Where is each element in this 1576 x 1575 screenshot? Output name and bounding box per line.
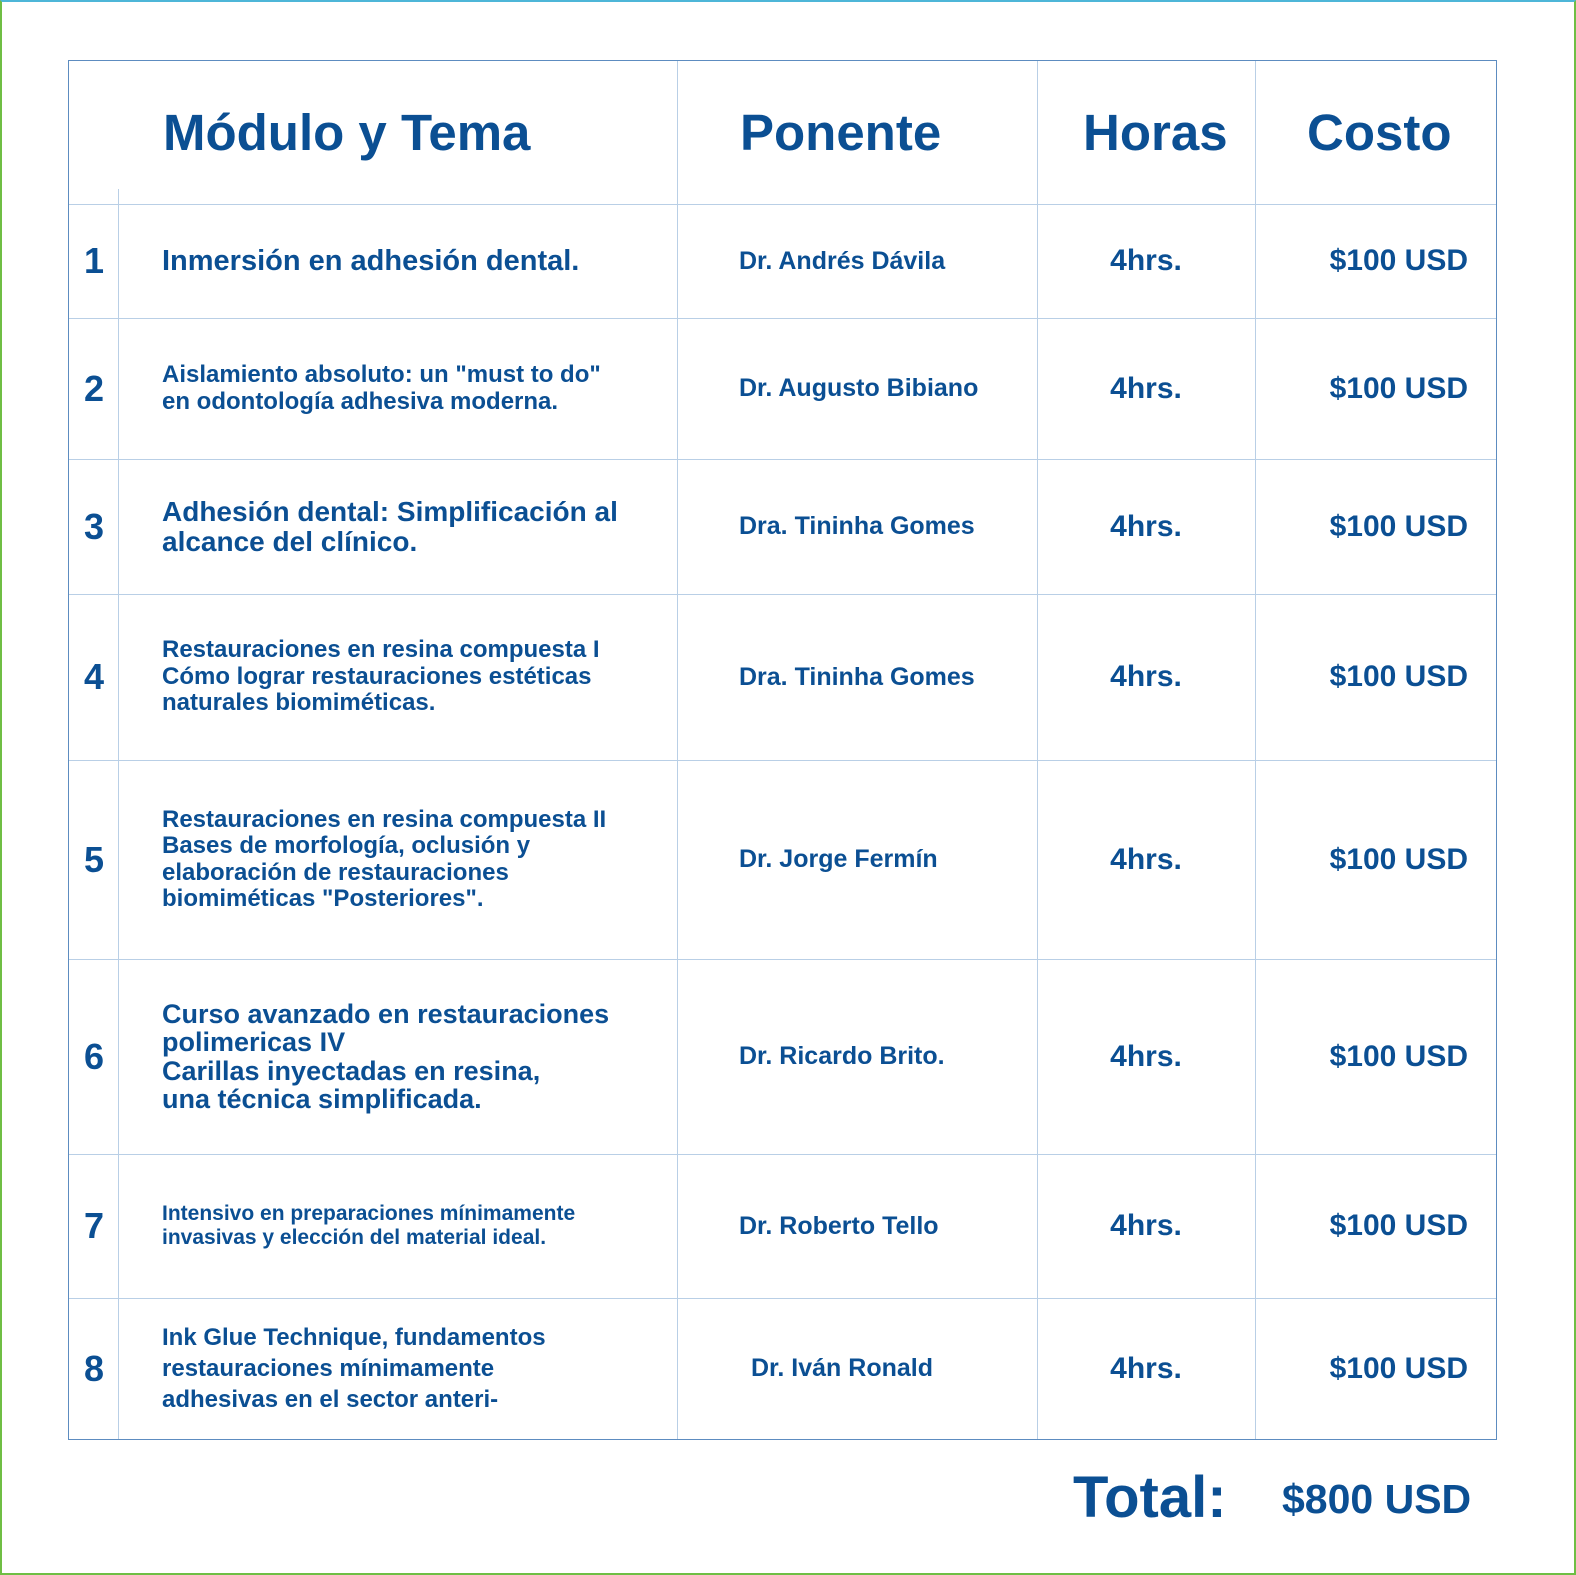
row-number: 1 bbox=[83, 240, 105, 281]
row-topic: Intensivo en preparaciones mínimamente invasivas y elección del material ideal. bbox=[162, 1201, 576, 1249]
row-topic: Restauraciones en resina compuesta I Cómo lograr restauraciones estéticas naturales biomiméticas. bbox=[162, 636, 600, 717]
total-label: Total: bbox=[1073, 1465, 1227, 1530]
row-speaker: Dr. Ricardo Brito. bbox=[739, 1042, 945, 1070]
row-hours: 4hrs. bbox=[1110, 842, 1182, 876]
course-table bbox=[68, 60, 1497, 1440]
row-topic: Curso avanzado en restauraciones polimericas IV Carillas inyectadas en resina, una técnica simplificada. bbox=[162, 998, 610, 1114]
row-cost: $100 USD bbox=[1329, 1351, 1468, 1385]
row-speaker: Dra. Tininha Gomes bbox=[739, 512, 975, 540]
header-topic: Módulo y Tema bbox=[163, 104, 531, 161]
table-row bbox=[69, 204, 1496, 318]
row-speaker: Dr. Augusto Bibiano bbox=[739, 374, 979, 402]
row-cost: $100 USD bbox=[1329, 842, 1468, 876]
table-row bbox=[69, 318, 1496, 459]
header-hours: Horas bbox=[1083, 104, 1228, 161]
total-value: $800 USD bbox=[1282, 1476, 1472, 1522]
table-row bbox=[69, 459, 1496, 594]
row-hours: 4hrs. bbox=[1110, 1351, 1182, 1385]
row-speaker: Dr. Iván Ronald bbox=[751, 1354, 933, 1382]
header-cost: Costo bbox=[1307, 104, 1452, 161]
row-cost: $100 USD bbox=[1329, 371, 1468, 405]
row-cost: $100 USD bbox=[1329, 509, 1468, 543]
table-row bbox=[69, 1154, 1496, 1298]
row-cost: $100 USD bbox=[1329, 244, 1468, 277]
row-number: 5 bbox=[83, 838, 105, 880]
row-number: 4 bbox=[83, 656, 105, 697]
table-row bbox=[69, 959, 1496, 1154]
table-row bbox=[69, 1298, 1496, 1439]
row-number: 7 bbox=[83, 1205, 105, 1246]
row-topic: Aislamiento absoluto: un "must to do" en odontología adhesiva moderna. bbox=[162, 361, 601, 415]
row-number: 3 bbox=[83, 505, 105, 547]
row-speaker: Dr. Jorge Fermín bbox=[739, 845, 938, 873]
row-hours: 4hrs. bbox=[1110, 1039, 1182, 1073]
row-cost: $100 USD bbox=[1329, 1209, 1468, 1242]
row-topic: Inmersión en adhesión dental. bbox=[162, 244, 580, 277]
row-speaker: Dra. Tininha Gomes bbox=[739, 662, 975, 691]
row-number: 8 bbox=[83, 1347, 105, 1389]
row-speaker: Dr. Roberto Tello bbox=[739, 1211, 939, 1240]
table-row bbox=[69, 594, 1496, 760]
row-hours: 4hrs. bbox=[1110, 660, 1182, 693]
row-hours: 4hrs. bbox=[1110, 1209, 1182, 1242]
row-topic: Ink Glue Technique, fundamentos restauraciones mínimamente adhesivas en el sector anteri- bbox=[162, 1323, 546, 1414]
row-hours: 4hrs. bbox=[1110, 371, 1182, 405]
row-topic: Adhesión dental: Simplificación al alcance del clínico. bbox=[162, 496, 618, 557]
row-hours: 4hrs. bbox=[1110, 509, 1182, 543]
row-speaker: Dr. Andrés Dávila bbox=[739, 246, 946, 275]
table-row bbox=[69, 760, 1496, 959]
row-number: 6 bbox=[83, 1035, 105, 1077]
row-topic: Restauraciones en resina compuesta II Bases de morfología, oclusión y elaboración de restauraciones biomiméticas "Posteriores". bbox=[162, 805, 607, 912]
row-cost: $100 USD bbox=[1329, 1039, 1468, 1073]
row-hours: 4hrs. bbox=[1110, 244, 1182, 277]
header-speaker: Ponente bbox=[740, 104, 942, 161]
row-number: 2 bbox=[83, 367, 105, 409]
row-cost: $100 USD bbox=[1329, 660, 1468, 693]
